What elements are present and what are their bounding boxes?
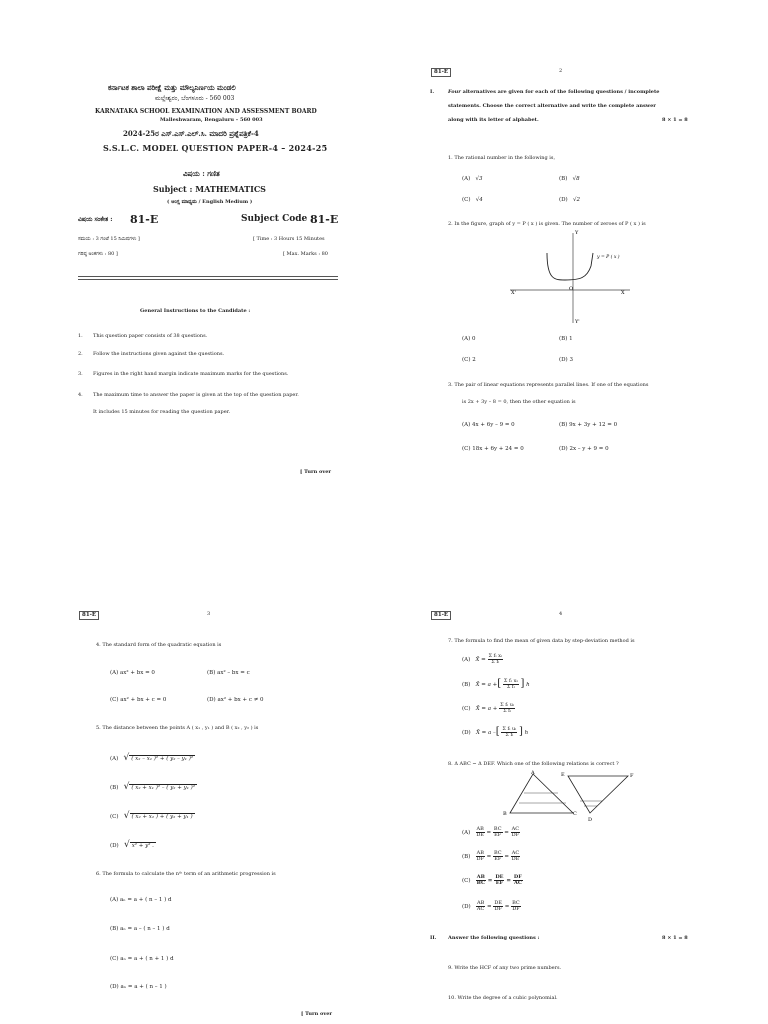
- q3-option-a: (A) 4x + 6y – 9 = 0: [462, 422, 515, 428]
- instruction-item: The maximum time to answer the paper is given at the top of the question paper.: [93, 392, 299, 398]
- marks-english: [ Max. Marks : 80: [283, 251, 328, 257]
- instruction-number: 4.: [78, 392, 83, 398]
- subject-code-kannada-label: ವಿಷಯ ಸಂಕೇತ :: [78, 216, 113, 223]
- y-label: Y: [575, 230, 579, 236]
- q7-option-b: (B) X̄ = a +[ $\frac{\text{Σ fᵢ uᵢ}}{\text{Σ fᵢ}}$ ] h: [462, 678, 530, 690]
- q8-option-d: (D) $\frac{AB}{AC}$ = $\frac{DE}{DF}$ = $\frac{BC}{DF}$: [462, 900, 520, 912]
- section-2-marks: 8 × 1 = 8: [662, 935, 688, 941]
- code-box: 81-E: [79, 611, 99, 620]
- triangle-abc: [510, 774, 573, 813]
- board-address-kannada: ಮಲ್ಲೇಶ್ವರಂ, ಬೆಂಗಳೂರು - 560 003: [155, 95, 235, 102]
- question-10: 10. Write the degree of a cubic polynomial.: [448, 995, 558, 1001]
- q3-option-d: (D) 2x – y + 9 = 0: [559, 446, 609, 452]
- model-paper-english: S.S.L.C. MODEL QUESTION PAPER-4 – 2024-25: [103, 143, 328, 153]
- q7-option-a: (A) X̄ = $\frac{\text{Σ fᵢ xᵢ}}{\text{Σ fᵢ}}$: [462, 653, 502, 665]
- divider: [78, 276, 338, 277]
- q1-option-a: (A) √3: [462, 176, 483, 182]
- q1-option-d: (D) √2: [559, 197, 580, 203]
- q1-option-b: (B) √8: [559, 176, 580, 182]
- vertex-e: E: [561, 772, 565, 778]
- section-marks: 8 × 1 = 8: [662, 117, 688, 123]
- curve: [547, 253, 593, 280]
- subject-code-right: 81-E: [310, 213, 339, 226]
- origin-label: O: [569, 286, 574, 292]
- q6-option-b: (B) aₙ = a – ( n – 1 ) d: [110, 926, 170, 932]
- instruction-continuation: It includes 15 minutes for reading the question paper.: [93, 409, 231, 415]
- question-6: 6. The formula to calculate the nᵗʰ term of an arithmetic progression is: [96, 871, 276, 877]
- q8-option-b: (B) $\frac{AB}{DF}$ = $\frac{BC}{EF}$ = $\frac{AC}{DE}$: [462, 850, 520, 862]
- section-instruction-line-3: along with its letter of alphabet.: [448, 117, 539, 123]
- q2-option-a: (A) 0: [462, 336, 476, 342]
- question-8: 8. Δ ABC ~ Δ DEF. Which one of the following relations is correct ?: [448, 761, 619, 767]
- section-instruction-line-2: statements. Choose the correct alternative and write the complete answer: [448, 103, 656, 109]
- polynomial-graph: [505, 228, 635, 328]
- q2-option-b: (B) 1: [559, 336, 573, 342]
- q5-option-b: (B) √ ( x₂ + x₁ )² – ( y₂ + y₁ )²: [110, 782, 196, 792]
- q2-option-c: (C) 2: [462, 357, 476, 363]
- instruction-number: 1.: [78, 333, 83, 339]
- instruction-item: Follow the instructions given against the questions.: [93, 351, 225, 357]
- page-number: 4: [559, 611, 563, 617]
- curve-label: y = P ( x ): [597, 255, 620, 260]
- vertex-a: A: [531, 770, 535, 776]
- subject-code-left: 81-E: [130, 213, 159, 226]
- q7-option-c: (C) X̄ = a + $\frac{\text{Σ fᵢ uᵢ}}{\text{Σ fᵢ}}$: [462, 702, 514, 714]
- turn-over: [ Turn over: [300, 469, 332, 475]
- question-7: 7. The formula to find the mean of given data by step-deviation method is: [448, 638, 635, 644]
- question-5: 5. The distance between the points A ( x₁ , y₁ ) and B ( x₂ , y₂ ) is: [96, 725, 259, 731]
- q4-option-c: (C) ax² + bx + c = 0: [110, 697, 167, 703]
- vertex-f: F: [630, 773, 634, 779]
- subject-code-english-label: Subject Code :: [241, 214, 314, 224]
- vertex-d: D: [588, 817, 593, 823]
- medium: ( ಆಂಗ್ಲ ಮಾಧ್ಯಮ / English Medium ): [167, 199, 253, 205]
- q8-option-c: (C) $\frac{AB}{BC}$ = $\frac{DE}{EF}$ = $\frac{DF}{AC}$: [462, 874, 522, 886]
- page-number: 2: [559, 68, 563, 74]
- question-3-line-2: is 2x + 3y – 8 = 0, then the other equation is: [462, 399, 576, 405]
- section-2-instruction: Answer the following questions :: [448, 935, 540, 941]
- q3-option-b: (B) 9x + 3y + 12 = 0: [559, 422, 618, 428]
- q6-option-c: (C) aₙ = a + ( n + 1 ) d: [110, 956, 174, 962]
- instructions-title: General Instructions to the Candidate :: [140, 308, 251, 314]
- turn-over: [ Turn over: [301, 1011, 333, 1017]
- question-9: 9. Write the HCF of any two prime numbers.: [448, 965, 562, 971]
- question-3-line-1: 3. The pair of linear equations represents parallel lines. If one of the equations: [448, 382, 649, 388]
- page-number: 3: [207, 611, 211, 617]
- option-value: √4: [475, 197, 483, 203]
- question-1: 1. The rational number in the following is,: [448, 155, 556, 161]
- q5-option-a: (A) √ ( x₂ – x₁ )² + ( y₂ – y₁ )²: [110, 753, 194, 763]
- board-name-kannada: ಕರ್ನಾಟಕ ಶಾಲಾ ಪರೀಕ್ಷೆ ಮತ್ತು ಮೌಲ್ಯನಿರ್ಣಯ ಮಂಡಲಿ: [108, 83, 236, 92]
- option-value: √8: [572, 176, 580, 182]
- instruction-item: Figures in the right hand margin indicate maximum marks for the questions.: [93, 371, 289, 377]
- y-prime-label: Y': [575, 319, 580, 325]
- instruction-number: 2.: [78, 351, 83, 357]
- q8-option-a: (A) $\frac{AB}{DE}$ = $\frac{BC}{EF}$ = $\frac{AC}{DF}$: [462, 826, 520, 838]
- option-value: √2: [572, 197, 580, 203]
- q4-option-a: (A) ax² + bx = 0: [110, 670, 155, 676]
- option-value: √3: [475, 176, 483, 182]
- vertex-b: B: [503, 811, 507, 817]
- code-box: 81-E: [431, 68, 451, 77]
- q3-option-c: (C) 18x + 6y + 24 = 0: [462, 446, 524, 452]
- option-value: x² + y² .: [131, 843, 154, 849]
- subject-kannada: ವಿಷಯ : ಗಣಿತ: [183, 169, 220, 178]
- question-2: 2. In the figure, graph of y = P ( x ) is given. The number of zeroes of P ( x ) is: [448, 221, 646, 227]
- time-english: [ Time : 3 Hours 15 Minutes: [253, 236, 325, 242]
- time-kannada: ಸಮಯ : 3 ಗಂಟೆ 15 ನಿಮಿಷಗಳು ]: [78, 236, 140, 242]
- q4-option-b: (B) ax² – bx = c: [207, 670, 250, 676]
- option-value: ( x₂ + x₁ )² – ( y₂ + y₁ )²: [131, 785, 196, 791]
- section-number: I.: [430, 89, 435, 95]
- option-value: ( x₂ – x₁ )² + ( y₂ – y₁ )²: [131, 756, 194, 762]
- q5-option-c: (C) √ ( x₂ + x₂ ) + ( y₂ + y₁ ): [110, 811, 193, 821]
- q4-option-d: (D) ax² + bx + c ≠ 0: [207, 697, 264, 703]
- instruction-number: 3.: [78, 371, 83, 377]
- q2-option-d: (D) 3: [559, 357, 573, 363]
- board-name-english: KARNATAKA SCHOOL EXAMINATION AND ASSESSMENT BOARD: [95, 108, 317, 115]
- q6-option-a: (A) aₙ = a + ( n – 1 ) d: [110, 897, 172, 903]
- triangle-def: [568, 776, 628, 813]
- x-prime-label: X': [511, 290, 516, 296]
- x-label: X: [621, 290, 625, 296]
- q5-option-d: (D) √ x² + y² .: [110, 840, 154, 850]
- q6-option-d: (D) aₙ = a + ( n – 1 ): [110, 984, 167, 990]
- code-box: 81-E: [431, 611, 451, 620]
- marks-kannada: ಗರಿಷ್ಠ ಅಂಕಗಳು : 80 ]: [78, 251, 118, 257]
- board-address-english: Malleshwaram, Bengaluru – 560 003: [160, 117, 263, 123]
- divider: [78, 279, 338, 280]
- option-value: ( x₂ + x₂ ) + ( y₂ + y₁ ): [131, 814, 193, 820]
- section-2-number: II.: [430, 935, 437, 941]
- similar-triangles-figure: [498, 768, 638, 823]
- q1-option-c: (C) √4: [462, 197, 483, 203]
- subject-english: Subject : MATHEMATICS: [153, 184, 266, 194]
- instruction-item: This question paper consists of 38 questions.: [93, 333, 208, 339]
- q7-option-d: (D) X̄ = a –[ $\frac{\text{Σ fᵢ uᵢ}}{\text{Σ fᵢ}}$ ] h: [462, 726, 529, 738]
- vertex-c: C: [573, 811, 577, 817]
- section-instruction-line-1: Four alternatives are given for each of the following questions / incomplete: [448, 89, 660, 95]
- question-4: 4. The standard form of the quadratic equation is: [96, 642, 222, 648]
- model-paper-kannada: 2024-25ರ ಎಸ್.ಎಸ್.ಎಲ್.ಸಿ. ಮಾದರಿ ಪ್ರಶ್ನೆಪತ್ರಿಕೆ-4: [123, 129, 259, 138]
